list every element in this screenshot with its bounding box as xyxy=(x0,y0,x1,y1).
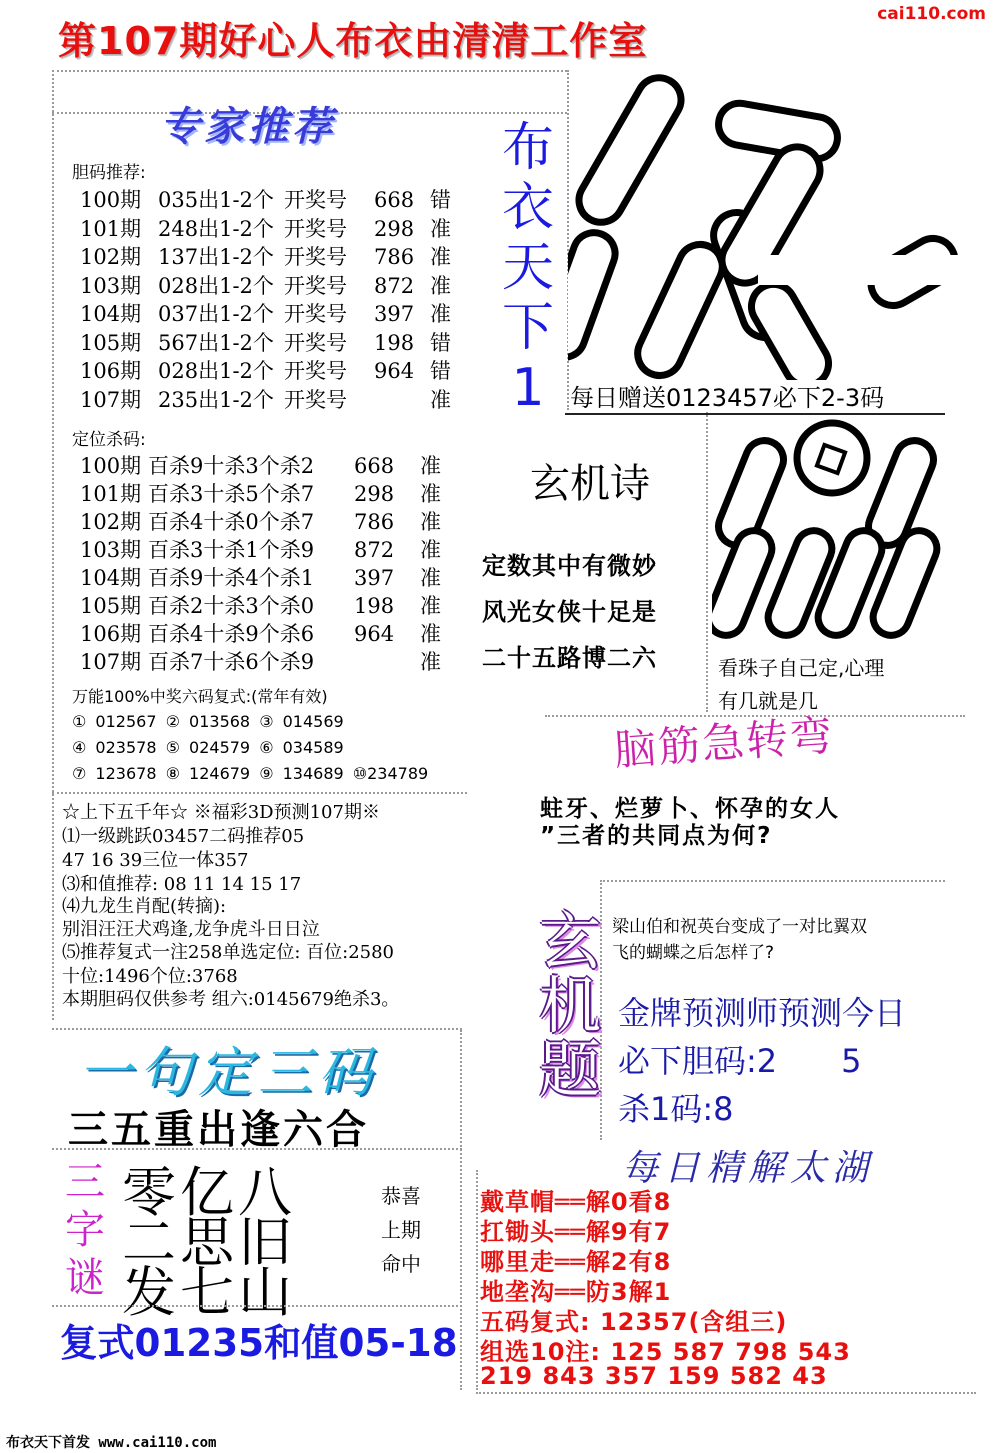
dan-issue: 101期 xyxy=(80,216,142,241)
kill-label: 定位杀码: xyxy=(72,430,146,450)
gold-prediction: 杀1码:8 xyxy=(618,1090,734,1128)
dan-lbl: 开奖号 xyxy=(284,302,347,326)
sanzi-char: 谜 xyxy=(65,1255,105,1301)
taihu-line: 219 843 357 159 582 43 xyxy=(480,1362,828,1390)
taihu-line: 哪里走══解2有8 xyxy=(480,1248,672,1276)
poem-note: 有几就是几 xyxy=(718,689,818,713)
brain-teaser-question: 蛀牙、烂萝卜、怀孕的女人 xyxy=(540,796,840,822)
dan-issue: 105期 xyxy=(80,330,142,355)
kill-pick: 百杀9十杀3个杀2 xyxy=(148,454,315,478)
kill-issue: 103期 xyxy=(80,538,142,562)
dan-pick: 028出1-2个 xyxy=(158,359,274,383)
taihu-line: 五码复式: 12357(含组三) xyxy=(480,1308,788,1336)
dan-issue: 100期 xyxy=(80,188,142,212)
dan-res: 错 xyxy=(430,330,451,355)
six-code-line: ⑦ 123678 ⑧ 124679 ⑨ 134689 ⑩234789 xyxy=(72,764,429,783)
kill-num: 872 xyxy=(354,538,395,562)
poem-line: 二十五路博二六 xyxy=(482,644,657,672)
kill-res: 准 xyxy=(420,454,441,478)
dan-issue: 107期 xyxy=(80,387,142,412)
brain-teaser-title: 脑筋急转弯 xyxy=(612,710,836,775)
taihu-line: 戴草帽══解0看8 xyxy=(480,1188,672,1216)
sanzi-vertical-title xyxy=(60,1158,110,1302)
one-sentence-title: 一句定三码 xyxy=(78,1041,378,1104)
taihu-frame-bottom xyxy=(476,1392,976,1394)
buyi-char: 天 xyxy=(501,238,554,298)
poem-note: 看珠子自己定,心理 xyxy=(718,656,885,680)
xuanji-question: 梁山伯和祝英台变成了一对比翼双 xyxy=(612,917,867,937)
poem-divider xyxy=(565,413,945,415)
riddle-line: 二思旧 xyxy=(122,1211,296,1274)
dan-pick: 137出1-2个 xyxy=(158,245,274,269)
kill-num: 198 xyxy=(354,594,395,618)
kill-res: 准 xyxy=(420,538,441,562)
kill-pick: 百杀4十杀9个杀6 xyxy=(148,622,315,646)
dan-num: 964 xyxy=(374,359,415,383)
dan-issue: 104期 xyxy=(80,302,142,326)
kill-num: 668 xyxy=(354,454,395,478)
forecast-line: 47 16 39三位一体357 xyxy=(62,850,249,871)
dan-num: 198 xyxy=(374,330,415,355)
buyi-char: 布 xyxy=(501,118,554,178)
dan-lbl: 开奖号 xyxy=(284,273,347,298)
dan-pick: 037出1-2个 xyxy=(158,302,274,326)
dan-issue: 106期 xyxy=(80,359,142,383)
dan-pick: 248出1-2个 xyxy=(158,216,274,241)
xuanji-frame-top xyxy=(600,880,945,882)
dan-issue: 103期 xyxy=(80,273,142,298)
taihu-title: 每日精解太湖 xyxy=(622,1148,875,1189)
top-frame-line xyxy=(52,70,567,72)
kill-res: 准 xyxy=(420,622,441,646)
kill-res: 准 xyxy=(420,594,441,618)
forecast-line: 本期胆码仅供参考 组六:0145679绝杀3。 xyxy=(62,989,400,1010)
six-code-line: ④ 023578 ⑤ 024579 ⑥ 034589 xyxy=(72,738,344,757)
sanzi-char: 三 xyxy=(65,1159,105,1205)
dan-lbl: 开奖号 xyxy=(284,188,347,212)
dan-res: 准 xyxy=(430,216,451,241)
forecast-divider xyxy=(52,792,467,794)
footer-text: 布衣天下首发 www.cai110.com xyxy=(6,1435,217,1451)
taihu-line: 地垄沟══防3解1 xyxy=(480,1278,672,1306)
dan-lbl: 开奖号 xyxy=(284,359,347,383)
dan-res: 错 xyxy=(430,359,451,383)
kill-pick: 百杀2十杀3个杀0 xyxy=(148,594,315,618)
dan-issue: 102期 xyxy=(80,245,142,269)
kill-res: 准 xyxy=(420,566,441,590)
forecast-line: ⑸推荐复式一注258单选定位: 百位:2580 xyxy=(62,942,395,963)
congrats-line: 上期 xyxy=(381,1218,421,1242)
daily-gift: 每日赠送0123457必下2-3码 xyxy=(570,384,885,412)
kill-pick: 百杀3十杀1个杀9 xyxy=(148,538,315,562)
forecast-line: ⑴一级跳跃03457二码推荐05 xyxy=(62,826,305,847)
dan-num: 786 xyxy=(374,245,415,269)
taihu-line: 扛锄头══解9有7 xyxy=(480,1218,672,1246)
poem-title: 玄机诗 xyxy=(530,461,650,507)
kill-issue: 102期 xyxy=(80,510,142,534)
poem-line: 定数其中有微妙 xyxy=(482,552,657,580)
kill-res: 准 xyxy=(420,482,441,506)
xuanji-question: 飞的蝴蝶之后怎样了? xyxy=(612,943,775,963)
dan-label: 胆码推荐: xyxy=(72,163,146,183)
kill-issue: 101期 xyxy=(80,482,142,506)
six-code-line: ① 012567 ② 013568 ③ 014569 xyxy=(72,712,344,731)
forecast-line: 十位:1496个位:3768 xyxy=(62,966,238,987)
fushi-divider xyxy=(52,1305,462,1307)
riddle-frame-right xyxy=(460,1030,462,1390)
dan-num: 668 xyxy=(374,188,415,212)
forecast-line: ⑶和值推荐: 08 11 14 15 17 xyxy=(62,874,302,895)
kill-pick: 百杀3十杀5个杀7 xyxy=(148,482,315,506)
dan-res: 错 xyxy=(430,188,451,212)
kill-res: 准 xyxy=(420,510,441,534)
fushi-line: 复式01235和值05-18 xyxy=(60,1321,458,1365)
kill-pick: 百杀7十杀6个杀9 xyxy=(148,650,315,674)
congrats-line: 恭喜 xyxy=(381,1184,421,1208)
six-code-label: 万能100%中奖六码复式:(常年有效) xyxy=(72,687,328,706)
site-logo: cai110.com xyxy=(877,4,986,24)
sanzi-char: 字 xyxy=(65,1207,105,1253)
kill-pick: 百杀4十杀0个杀7 xyxy=(148,510,315,534)
forecast-line: ☆上下五千年☆ ※福彩3D预测107期※ xyxy=(62,802,380,823)
kill-issue: 107期 xyxy=(80,650,142,674)
dan-res: 准 xyxy=(430,245,451,269)
kill-num: 786 xyxy=(354,510,395,534)
poem-line: 风光女侠十足是 xyxy=(482,598,657,626)
dan-pick: 035出1-2个 xyxy=(158,188,274,212)
xuanji-char: 玄 xyxy=(538,905,601,978)
riddle-line: 发七山 xyxy=(122,1261,296,1324)
dan-pick: 028出1-2个 xyxy=(158,273,274,298)
forecast-line: 别泪汪汪犬鸡逢,龙争虎斗日日泣 xyxy=(62,919,320,940)
dan-lbl: 开奖号 xyxy=(284,245,347,269)
dan-lbl: 开奖号 xyxy=(284,216,347,241)
buyi-char: 下 xyxy=(501,298,554,358)
kill-num: 397 xyxy=(354,566,395,590)
kill-issue: 106期 xyxy=(80,622,142,646)
congrats-line: 命中 xyxy=(381,1252,421,1276)
gold-prediction: 必下胆码:2 5 xyxy=(618,1042,862,1080)
dan-pick: 567出1-2个 xyxy=(158,330,274,355)
dan-num: 397 xyxy=(374,302,415,326)
dan-lbl: 开奖号 xyxy=(284,387,347,412)
kill-res: 准 xyxy=(420,650,441,674)
dan-lbl: 开奖号 xyxy=(284,330,347,355)
forecast-line: ⑷九龙生肖配(转摘): xyxy=(62,896,227,917)
poem-frame-line xyxy=(706,412,708,712)
buyi-char: 1 xyxy=(511,358,545,418)
dan-res: 准 xyxy=(430,387,451,412)
xuanji-char: 题 xyxy=(538,1033,601,1106)
buyi-char: 衣 xyxy=(501,178,554,238)
beads-illustration xyxy=(568,60,968,380)
expert-title: 专家推荐 xyxy=(160,104,336,150)
dan-res: 准 xyxy=(430,302,451,326)
dan-res: 准 xyxy=(430,273,451,298)
kill-issue: 100期 xyxy=(80,454,142,478)
kill-num: 298 xyxy=(354,482,395,506)
kill-issue: 105期 xyxy=(80,594,142,618)
xuanji-vertical-title xyxy=(535,905,605,1106)
dan-num: 298 xyxy=(374,216,415,241)
gold-prediction: 金牌预测师预测今日 xyxy=(618,994,907,1032)
one-sentence-line: 三五重出逢六合 xyxy=(68,1107,369,1153)
coin-beads-illustration xyxy=(712,418,962,643)
brain-teaser-question: ”三者的共同点为何? xyxy=(540,823,773,849)
riddle-line: 零亿八 xyxy=(122,1161,296,1224)
taihu-line: 组选10注: 125 587 798 543 xyxy=(480,1338,851,1366)
dan-pick: 235出1-2个 xyxy=(158,387,274,412)
xuanji-char: 机 xyxy=(538,969,601,1042)
buyi-vertical-title xyxy=(493,118,563,418)
dan-num: 872 xyxy=(374,273,415,298)
left-frame-line xyxy=(52,70,54,1020)
page-title: 第107期好心人布衣由清清工作室 xyxy=(58,19,648,63)
kill-num: 964 xyxy=(354,622,395,646)
kill-issue: 104期 xyxy=(80,566,142,590)
taihu-frame-left xyxy=(476,1170,478,1390)
kill-pick: 百杀9十杀4个杀1 xyxy=(148,566,315,590)
